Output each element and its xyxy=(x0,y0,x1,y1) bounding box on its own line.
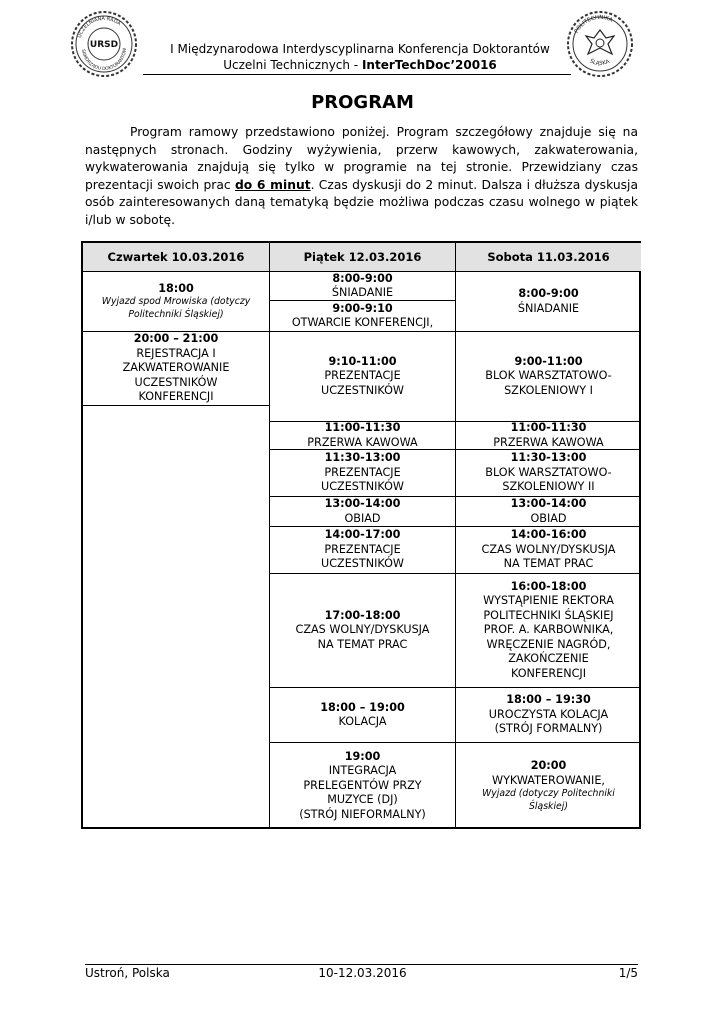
intro-paragraph: Program ramowy przedstawiono poniżej. Program szczegółowy znajduje się na następnych stronach. Godziny wyżywienia, przerw kawowych, zakwaterowania, wykwaterowania znajdują się tylko w programie na tej stronie. Przewidziany czas prezentacji swoich prac do 6 minut. Czas dyskusji do 2 minut. Dalsza i dłuższa dyskusja osób zainteresowanych daną tematyką będzie możliwa podczas czasu wolnego w piątek i/lub w sobotę. xyxy=(85,125,638,227)
slot-activity: OBIAD xyxy=(530,511,567,525)
slot-activity: BLOK WARSZTATOWO- SZKOLENIOWY I xyxy=(485,369,612,397)
header-friday: Piątek 12.03.2016 xyxy=(270,243,455,271)
slot-activity: PREZENTACJE UCZESTNIKÓW xyxy=(321,369,404,397)
conference-acronym: InterTechDoc’20016 xyxy=(361,58,497,72)
slot-time: 18:00 – 19:30 xyxy=(506,693,591,707)
slot-time: 14:00-17:00 xyxy=(324,528,401,542)
slot-activity: REJESTRACJA I ZAKWATEROWANIE UCZESTNIKÓW KONFERENCJI xyxy=(122,346,230,404)
slot-activity: OTWARCIE KONFERENCJI, xyxy=(291,316,434,329)
slot-time: 11:00-11:30 xyxy=(510,421,587,434)
slot-time: 13:00-14:00 xyxy=(510,497,587,510)
slot-time: 13:00-14:00 xyxy=(324,497,401,510)
slot-activity: CZAS WOLNY/DYSKUSJA NA TEMAT PRAC xyxy=(295,623,430,651)
saturday-slot-breakfast xyxy=(456,272,641,331)
slot-activity: PREZENTACJE UCZESTNIKÓW xyxy=(321,465,404,494)
saturday-slot-gala-dinner xyxy=(456,688,641,742)
slot-activity: ŚNIADANIE xyxy=(517,301,580,315)
friday-slot-breakfast xyxy=(270,272,455,300)
slot-time: 11:30-13:00 xyxy=(510,451,587,465)
presentation-time-emphasis: do 6 minut xyxy=(234,177,311,192)
slot-time: 17:00-18:00 xyxy=(324,608,401,622)
slot-time: 9:10-11:00 xyxy=(328,354,397,368)
footer-location: Ustroń, Polska xyxy=(85,966,170,980)
saturday-slot-lunch xyxy=(456,497,641,526)
header-thursday: Czwartek 10.03.2016 xyxy=(83,243,269,271)
saturday-slot-free-time xyxy=(456,527,641,573)
thursday-slot-departure xyxy=(83,272,269,331)
slot-activity: INTEGRACJA PRELEGENTÓW PRZY MUZYCE (DJ) (STRÓJ NIEFORMALNY) xyxy=(299,764,426,821)
thursday-slot-registration xyxy=(83,332,269,405)
friday-slot-presentations-3 xyxy=(270,527,455,573)
friday-slot-opening xyxy=(270,301,455,331)
slot-time: 18:00 – 19:00 xyxy=(320,700,405,714)
saturday-slot-checkout xyxy=(456,743,641,829)
slot-activity: UROCZYSTA KOLACJA (STRÓJ FORMALNY) xyxy=(488,707,609,736)
friday-slot-integration xyxy=(270,743,455,829)
slot-time: 18:00 xyxy=(158,281,194,295)
friday-slot-presentations-2 xyxy=(270,450,455,496)
svg-text:URSD: URSD xyxy=(89,40,119,50)
slot-time: 9:00-11:00 xyxy=(514,354,583,368)
slot-activity: ŚNIADANIE xyxy=(331,286,394,299)
slot-time: 19:00 xyxy=(344,749,381,763)
slot-time: 8:00-9:00 xyxy=(518,287,579,300)
slot-activity: PRZERWA KAWOWA xyxy=(307,435,418,449)
saturday-slot-workshop-1 xyxy=(456,332,641,421)
friday-slot-presentations-1 xyxy=(270,332,455,421)
slot-activity: WYKWATEROWANIE, xyxy=(492,773,605,787)
friday-slot-coffee-break xyxy=(270,422,455,449)
slot-time: 11:30-13:00 xyxy=(324,451,401,465)
slot-time: 20:00 – 21:00 xyxy=(133,332,219,346)
saturday-slot-closing xyxy=(456,574,641,687)
slot-time: 11:00-11:30 xyxy=(324,421,401,434)
slot-time: 20:00 xyxy=(530,759,567,772)
svg-text:ŚLĄSKA: ŚLĄSKA xyxy=(588,58,611,67)
friday-slot-lunch xyxy=(270,497,455,526)
svg-text:POLITECHNIKA: POLITECHNIKA xyxy=(573,14,614,35)
slot-note: Wyjazd (dotyczy Politechniki Śląskiej) xyxy=(482,788,615,812)
slot-time: 14:00-16:00 xyxy=(510,528,587,542)
politechnika-slaska-logo xyxy=(566,10,634,78)
page-title: PROGRAM xyxy=(311,92,414,113)
friday-slot-free-time xyxy=(270,574,455,687)
footer-divider xyxy=(85,964,638,965)
slot-activity: PRZERWA KAWOWA xyxy=(493,435,604,449)
svg-text:SAMORZĄDU DOKTORANTÓW: SAMORZĄDU DOKTORANTÓW xyxy=(80,47,129,73)
footer-page-number: 1/5 xyxy=(618,966,638,980)
slot-note: Wyjazd spod Mrowiska (dotyczy Politechniki Śląskiej) xyxy=(101,296,251,320)
schedule-table xyxy=(81,241,641,829)
saturday-slot-coffee-break xyxy=(456,422,641,449)
header-saturday: Sobota 11.03.2016 xyxy=(456,243,641,271)
footer-dates: 10-12.03.2016 xyxy=(318,966,407,980)
row-divider xyxy=(83,405,269,406)
friday-slot-dinner xyxy=(270,688,455,742)
slot-time: 16:00-18:00 xyxy=(510,579,587,593)
slot-time: 8:00-9:00 xyxy=(332,271,393,285)
slot-activity: WYSTĄPIENIE REKTORA POLITECHNIKI ŚLĄSKIEJ PROF. A. KARBOWNIKA, WRĘCZENIE NAGRÓD, ZAKOŃCZENIE KONFERENCJI xyxy=(483,594,614,680)
slot-activity: OBIAD xyxy=(344,511,381,525)
slot-activity: BLOK WARSZTATOWO- SZKOLENIOWY II xyxy=(485,465,612,494)
conference-name: I Międzynarodowa Interdyscyplinarna Konferencja Doktorantów xyxy=(170,42,550,56)
saturday-slot-workshop-2 xyxy=(456,450,641,496)
document-header xyxy=(150,41,570,73)
slot-activity: CZAS WOLNY/DYSKUSJA NA TEMAT PRAC xyxy=(481,542,616,571)
svg-text:UCZELNIANA RADA: UCZELNIANA RADA xyxy=(76,15,122,39)
slot-activity: PREZENTACJE UCZESTNIKÓW xyxy=(321,542,404,571)
conference-subtitle: Uczelni Technicznych - InterTechDoc’20016 xyxy=(223,58,497,72)
slot-time: 9:00-9:10 xyxy=(332,301,393,315)
ursd-logo xyxy=(70,10,138,78)
slot-activity: KOLACJA xyxy=(338,715,387,728)
header-divider xyxy=(143,74,571,75)
